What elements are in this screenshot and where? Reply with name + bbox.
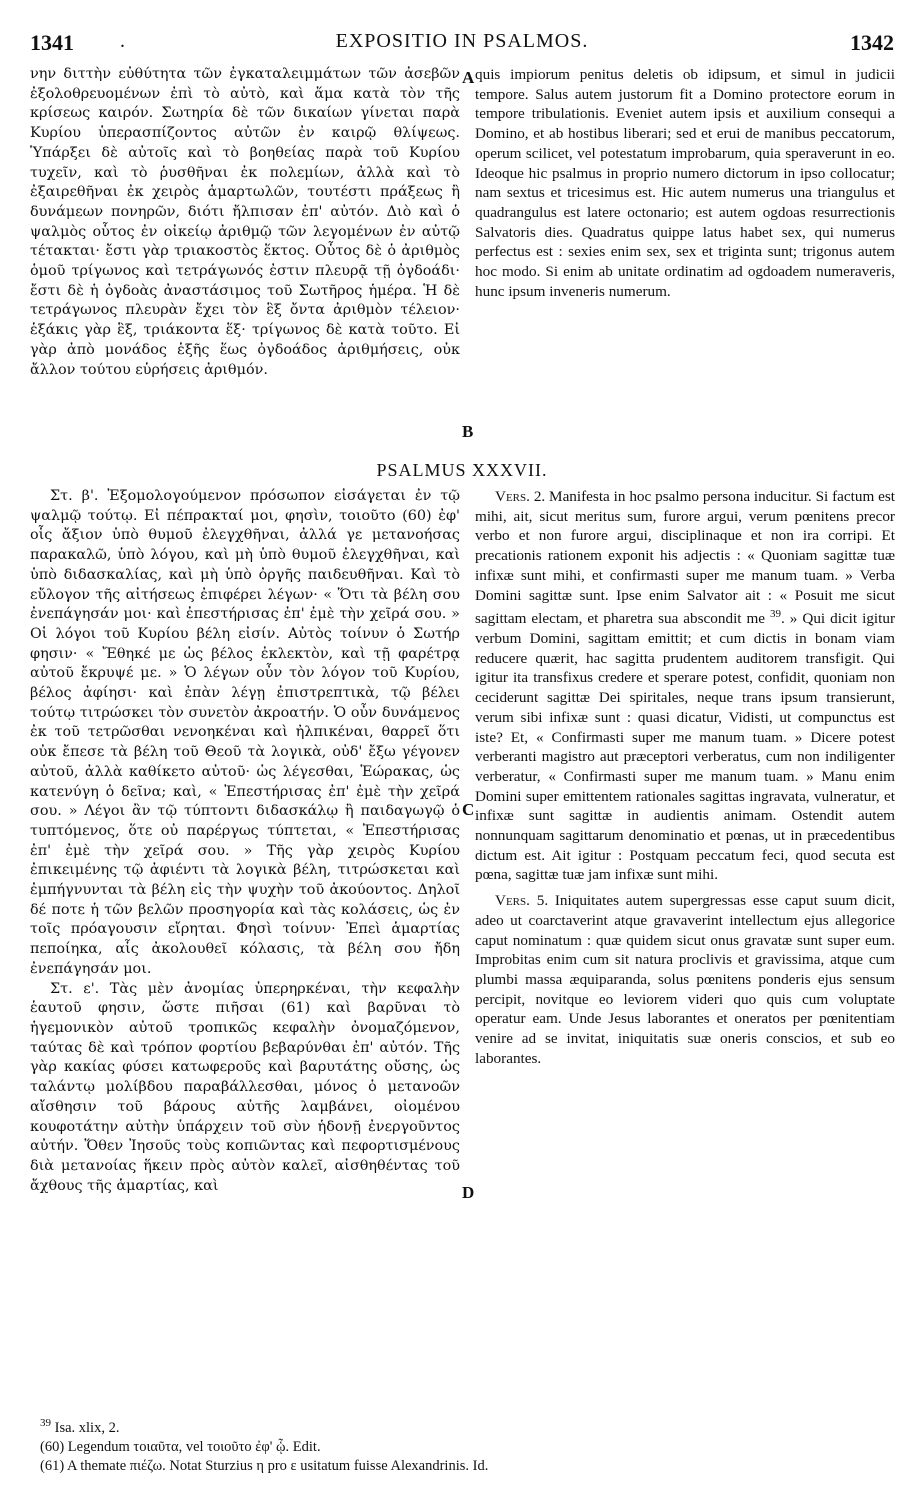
footnote-39-text: Isa. xlix, 2.: [54, 1419, 120, 1436]
latin-vers5-text: 5. Iniquitates autem supergressas esse caput suum dicit, adeo ut coarctaverint atque gravaverint intellectum ejus allegorice caput nominatum : quæ quidem sicut onus gravatæ sunt super eum. Improbitas enim cum sit natura proclivis et gravissima, atque cum plumbi massa æquiparanda, solus pœnitens ponderis ejus sensum percipit, novitque eo leviorem videri quo quis cum voluptate operatur eam. Unde Jesus laborantes et oneratos per pœnitentiam venire ad se invitat, iniquitatis suæ oneris conscios, et sub eo laborantes.: [475, 892, 895, 1067]
greek-paragraph-vers2: Στ. β'. Ἐξομολογούμενον πρόσωπον εἰσάγεται ἐν τῷ ψαλμῷ τούτῳ. Εἰ πέπρακταί μοι, φησὶν, τοιοῦτο (60) ἐφ' οἷς ἄξιον ὑπὸ θυμοῦ ἐλεγχθῆναι, ἀλλά γε μετανοήσας παρακαλῶ, ὑπὸ λόγου, καὶ μὴ ὑπὸ θυμοῦ ἐλεγχθῆναι, καὶ ὑπὸ διδασκαλίας, καὶ μὴ ὑπὸ ὀργῆς παιδευθῆναι. Καὶ τὸ εὔλογον τῆς αἰτήσεως ἐπιφέρει λέγων· « Ὅτι τὰ βέλη σου ἐνεπάγησάν μοι· καὶ ἐπεστήρισας ἐπ' ἐμὲ τὴν χεῖρά σου. » Οἱ λόγοι τοῦ Κυρίου βέλη εἰσίν. Αὐτὸς τοίνυν ὁ Σωτήρ φησιν· « Ἔθηκέ με ὡς βέλος ἐκλεκτὸν, καὶ τῇ φαρέτρᾳ αὐτοῦ ἔκρυψέ με. » Ὁ λέγων οὖν τὸν λόγον τοῦ Κυρίου, βέλος ἀφίησι· καὶ ἐπὰν λέγῃ ἐπιστρεπτικὰ, τῷ βέλει τούτῳ τιτρώσκει τὸν συνετὸν ἀκροατήν. Ὁ οὖν δυνάμενος ἐκ τοῦ τετρῶσθαι νενοηκέναι καὶ ἠλπικέναι, θαρρεῖ ὅτι οὐκ ἔπεσε τὰ βέλη τοῦ Θεοῦ τὰ λογικὰ, οὐδ' ἔξω γέγονεν αὐτοῦ, ἀλλὰ καθίκετο αὐτοῦ· ὡς λέγεσθαι, Ἑώρακας, ὡς κατενύγη ὁ δεῖνα; καὶ, « Ἐπεστήρισας ἐπ' ἐμὲ τὴν χεῖρά σου. » Λέγοι ἂν τῷ τύπτοντι διδασκάλῳ ἢ παιδαγωγῷ ὁ τυπτόμενος, ὅτε οὐ παρέργως τύπτεται, « Ἐπεστήρισας ἐπ' ἐμὲ τὴν χεῖρά σου. » Τῆς γὰρ χειρὸς Κυρίου ἐπικειμένης τῷ ἀφιέντι τὰ λογικὰ βέλη, τιτρώσκεται καὶ ἐμπήγνυνται τὰ βέλη εἰς τὴν ψυχὴν τοῦ ἀκούοντος. Δηλοῖ δέ ποτε ἡ τῶν βελῶν προσηγορία καὶ τὰς κολάσεις, ὡς ἐν τοῖς πρόαγουσιν εἴρηται. Φησὶ τοίνυν· Ἐπεὶ ἁμαρτίας πεποίηκα, αἷς ἀκολουθεῖ κόλασις, τὰ βέλη σου ἤδη ἐνεπάγησάν μοι.: [30, 488, 460, 977]
latin-vers2-continued: . » Qui dicit igitur verbum Domini, sagittam emittit; et cum dictis in bonam viam reducere quærit, hac sagitta prudentem auditorem transfigit. Qui igitur ita transfixus credere et sperare potest, confidit, quoniam non ceciderunt sagittæ Dei spiritales, neque trans ipsum transierunt, verum sibi infixæ sunt : quasi dicatur, Vidisti, ut compunctus est iste? Et, « Confirmasti super me manum tuam. » Dicere potest verberanti magistro aut præceptori verberatus, cum non indiligenter verberatur, « Confirmasti super me manum tuam. » Manu enim Domini super emittentem rationales sagittas ingravata, vulneratur, et infixæ sunt sagittæ in audientis animam. Ostendit autem nonnunquam sagittarum denominatio et pœnas, ut in præcedentibus dictum est. Ait igitur : Postquam peccatum feci, quod secuta est pœna, sagittæ tuæ jam infixæ sunt mihi.: [475, 610, 896, 884]
left-page-number: 1341: [30, 30, 74, 55]
verse-label: Vers.: [495, 892, 530, 910]
footnote-ref-39: 39: [770, 608, 782, 621]
greek-paragraph-intro: νην διττὴν εὐθύτητα τῶν ἐγκαταλειμμάτων τῶν ἀσεβῶν ἐξολοθρευομένων ἐπὶ τὸ αὐτὸ, καὶ ἅμα κατὰ τὸν τῆς κρίσεως καιρόν. Σωτηρία δὲ τῶν δικαίων γίνεται παρὰ Κυρίου ὑπερασπίζοντος αὐτῶν ἐν καιρῷ θλίψεως. Ὑπάρξει δὲ αὐτοῖς καὶ τὸ βοηθείας παρὰ τοῦ Κυρίου τυχεῖν, καὶ τὸ ῥυσθῆναι ἐκ πολεμίων, ἀλλὰ καὶ τὸ ἐξαιρεθῆναι ἐκ χειρὸς ἁμαρτωλῶν, τουτέστι πράξεως ἢ δυνάμεων πονηρῶν, διότι ἤλπισαν ἐπ' αὐτόν. Διὸ καὶ ὁ ψαλμὸς οὗτος ἐν οἰκείῳ ἀριθμῷ τῶν λεγομένων ἐν αὐτῷ τέτακται· ἔστι γὰρ τριακοστὸς ἕκτος. Οὗτος δὲ ὁ ἀριθμὸς ὁμοῦ τρίγωνος καὶ τετράγωνός ἐστιν πλευρᾷ τῇ ὀγδοάδι· ἔστι δὲ ἡ ὀγδοὰς ἀναστάσιμος τοῦ Σωτῆρος ἡμέρα. Ἡ δὲ τετράγωνος πλευρὰν ἔχει τὸν ἓξ ὄντα ἀριθμὸν τέλειον· ἑξάκις γὰρ ἓξ, τριάκοντα ἕξ· τρίγωνος δὲ κατὰ τοῦτο. Εἰ γὰρ ἀπὸ μονάδος ἑξῆς ἕως ὀγδοάδος ἀριθμήσεις, οὐκ ἄλλον τούτου εὑρήσεις ἀριθμόν.: [30, 66, 460, 378]
footnotes: [40, 1414, 900, 1476]
page-header: [0, 30, 924, 60]
footnote-39: [40, 1414, 900, 1438]
latin-paragraph-vers2: [475, 487, 895, 885]
psalm-title: PSALMUS XXXVII.: [376, 460, 548, 480]
footnote-39-mark: 39: [40, 1417, 51, 1429]
running-title: EXPOSITIO IN PSALMOS.: [335, 30, 589, 52]
footnote-61: (61) A themate πιέζω. Notat Sturzius η pro ε usitatum fuisse Alexandrinis. Id.: [40, 1457, 489, 1474]
latin-vers2-text: 2. Manifesta in hoc psalmo persona inducitur. Si factum est mihi, ait, sicut meritus sum, furore argui, verum pœnitens precor verbo et non furore argui, disciplinaque et non ira corripi. Et precationis rationem exponit his adjectis : « Quoniam sagittæ tuæ infixæ sunt mihi, et confirmasti super me manum tuam. » Verba Domini sagittæ sunt. Ipse enim Salvator ait : « Posuit me sicut sagittam electam, et pharetra sua abscondit me: [475, 488, 895, 628]
latin-column-top: [475, 65, 895, 301]
margin-letter-c: C: [462, 800, 475, 819]
latin-paragraph-intro: quis impiorum penitus deletis ob idipsum, et simul in judicii tempore. Salus autem justorum fit a Domino protectore eorum in tempore tribulationis. Eveniet autem ipsis et auxilium consequi a Domino, et ab hostibus liberari; sed et erui de manibus peccatorum, operum scilicet, vel potestatum improbarum, quia speraverunt in eo. Ideoque hic psalmus in proprio numero dictorum in ipso collocatur; nam sextus et tricesimus est. Hic autem numerus una triangulus et quadrangulus est latere octonario; est autem ogdoas resurrectionis Salvatoris dies. Quadratus quippe latus habet sex, qui numerus perfectus est : sexies enim sex, sex et triginta sunt; trigonus autem hoc modo. Si enim ab unitate ordinatim ad ogdoadem numeraveris, hunc ipsum inveneris numerum.: [475, 66, 895, 300]
margin-letter-a: A: [462, 68, 475, 87]
right-page-number: 1342: [850, 30, 894, 55]
greek-column-bottom: [30, 487, 460, 1196]
header-separator: .: [120, 30, 125, 52]
verse-label: Vers.: [495, 488, 530, 505]
margin-letter-b: B: [462, 422, 474, 441]
footnote-60: (60) Legendum τοιαῦτα, vel τοιοῦτο ἐφ' ᾧ. Edit.: [40, 1438, 321, 1455]
greek-paragraph-vers5: Στ. ε'. Τὰς μὲν ἀνομίας ὑπερηρκέναι, τὴν κεφαλὴν ἑαυτοῦ φησιν, ὥστε πιῆσαι (61) καὶ βαρῦναι τὸ ἡγεμονικὸν αὐτοῦ τροπικῶς κεφαλὴν ὀνομαζόμενον, ταύτας δὲ καὶ τρόπον φορτίου βεβαρύνθαι ἐπ' αὐτόν. Τῆς γὰρ κακίας φύσει κατωφεροῦς καὶ βαρυτάτης οὔσης, ὡς ταλάντῳ μολίβδου παραβάλλεσθαι, μόνος ὁ μετανοῶν αἴσθησιν τοῦ βάρους αὐτῆς λαμβάνει, οἰομένου κουφοτάτην αὐτὴν ὑπάρχειν τοῦ σὺν ἡδονῇ ἐνεργοῦντος αὐτήν. Ὅθεν Ἰησοῦς τοὺς κοπιῶντας καὶ πεφορτισμένους διὰ μετανοίας ἥκειν πρὸς αὐτὸν καλεῖ, αἰσθηθέντας τοῦ ἄχθους τῆς ἁμαρτίας, καὶ: [30, 980, 460, 1194]
greek-column-top: [30, 65, 460, 380]
latin-column-bottom: [475, 487, 895, 1068]
margin-letter-d: D: [462, 1183, 475, 1202]
latin-paragraph-vers5: [475, 891, 895, 1068]
